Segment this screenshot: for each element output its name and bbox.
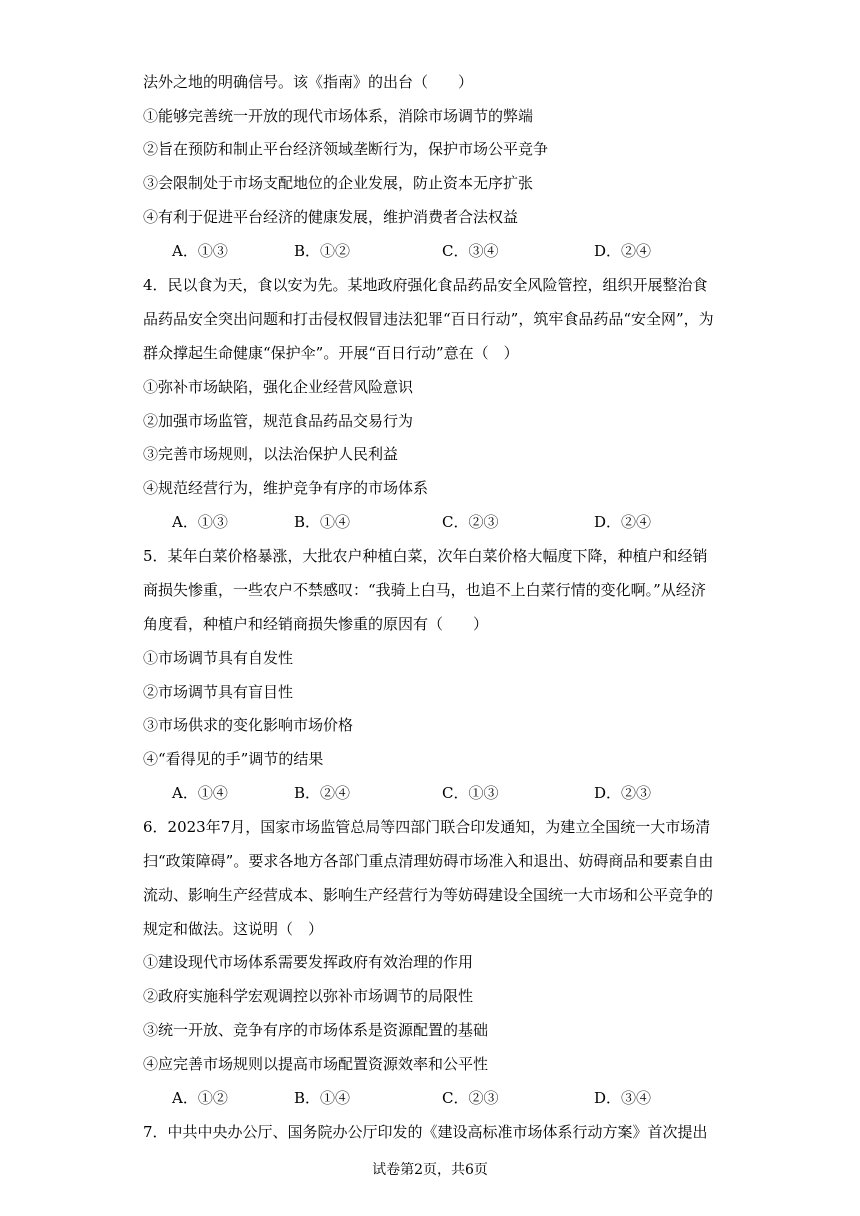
option-c: C．②③ [442, 513, 499, 531]
q5-statement-4: ④“看得见的手”调节的结果 [143, 750, 324, 768]
q4-stem-line-1: 4．民以食为天，食以安为先。某地政府强化食品药品安全风险管控，组织开展整治食 [143, 276, 708, 294]
option-d: D．②④ [594, 242, 652, 260]
q6-stem-line-4: 规定和做法。这说明（ ） [143, 920, 324, 938]
option-b: B．①② [294, 242, 351, 260]
q4-stem-line-2: 品药品安全突出问题和打击侵权假冒违法犯罪“百日行动”，筑牢食品药品“安全网”，为 [143, 310, 714, 328]
q6-options [172, 1087, 732, 1109]
option-d: D．③④ [594, 1089, 652, 1107]
option-c: C．③④ [442, 242, 499, 260]
q6-statement-3: ③统一开放、竞争有序的市场体系是资源配置的基础 [143, 1021, 489, 1039]
q4-statement-2: ②加强市场监管，规范食品药品交易行为 [143, 412, 414, 430]
option-b: B．②④ [294, 784, 351, 802]
q4-statement-4: ④规范经营行为，维护竞争有序的市场体系 [143, 479, 429, 497]
q6-statement-1: ①建设现代市场体系需要发挥政府有效治理的作用 [143, 953, 474, 971]
q5-statement-3: ③市场供求的变化影响市场价格 [143, 716, 354, 734]
q3-stem-end: 法外之地的明确信号。该《指南》的出台（ ） [143, 73, 474, 91]
q6-stem-line-1: 6．2023年7月，国家市场监管总局等四部门联合印发通知，为建立全国统一大市场清 [143, 818, 711, 836]
option-a: A．①④ [172, 784, 228, 802]
option-b: B．①④ [294, 1089, 351, 1107]
q6-statement-2: ②政府实施科学宏观调控以弥补市场调节的局限性 [143, 987, 474, 1005]
option-c: C．②③ [442, 1089, 499, 1107]
q4-stem-line-3: 群众撑起生命健康“保护伞”。开展“百日行动”意在（ ） [143, 344, 519, 362]
q4-statement-1: ①弥补市场缺陷，强化企业经营风险意识 [143, 378, 414, 396]
q5-statement-2: ②市场调节具有盲目性 [143, 683, 294, 701]
option-a: A．①③ [172, 242, 228, 260]
q5-stem-line-3: 角度看，种植户和经销商损失惨重的原因有（ ） [143, 615, 489, 633]
option-a: A．①③ [172, 513, 228, 531]
q7-stem-line-1: 7．中共中央办公厅、国务院办公厅印发的《建设高标准市场体系行动方案》首次提出 [143, 1123, 708, 1141]
q4-statement-3: ③完善市场规则，以法治保护人民利益 [143, 445, 399, 463]
option-a: A．①② [172, 1089, 228, 1107]
q5-stem-line-1: 5．某年白菜价格暴涨，大批农户种植白菜，次年白菜价格大幅度下降，种植户和经销 [143, 547, 708, 565]
q3-options [172, 240, 732, 262]
q3-statement-1: ①能够完善统一开放的现代市场体系，消除市场调节的弊端 [143, 107, 534, 125]
q3-statement-2: ②旨在预防和制止平台经济领域垄断行为，保护市场公平竞争 [143, 140, 549, 158]
q5-statement-1: ①市场调节具有自发性 [143, 649, 294, 667]
q6-stem-line-2: 扫“政策障碍”。要求各地方各部门重点清理妨碍市场准入和退出、妨碍商品和要素自由 [143, 852, 714, 870]
q5-options [172, 782, 732, 804]
option-b: B．①④ [294, 513, 351, 531]
q5-stem-line-2: 商损失惨重，一些农户不禁感叹：“我骑上白马，也追不上白菜行情的变化啊。”从经济 [143, 581, 706, 599]
option-d: D．②③ [594, 784, 652, 802]
q3-statement-4: ④有利于促进平台经济的健康发展，维护消费者合法权益 [143, 208, 519, 226]
q6-stem-line-3: 流动、影响生产经营成本、影响生产经营行为等妨碍建设全国统一大市场和公平竞争的 [143, 886, 714, 904]
option-d: D．②④ [594, 513, 652, 531]
page-footer: 试卷第2页，共6页 [372, 1162, 488, 1178]
q3-statement-3: ③会限制处于市场支配地位的企业发展，防止资本无序扩张 [143, 174, 534, 192]
q6-statement-4: ④应完善市场规则以提高市场配置资源效率和公平性 [143, 1055, 489, 1073]
option-c: C．①③ [442, 784, 499, 802]
q4-options [172, 511, 732, 533]
